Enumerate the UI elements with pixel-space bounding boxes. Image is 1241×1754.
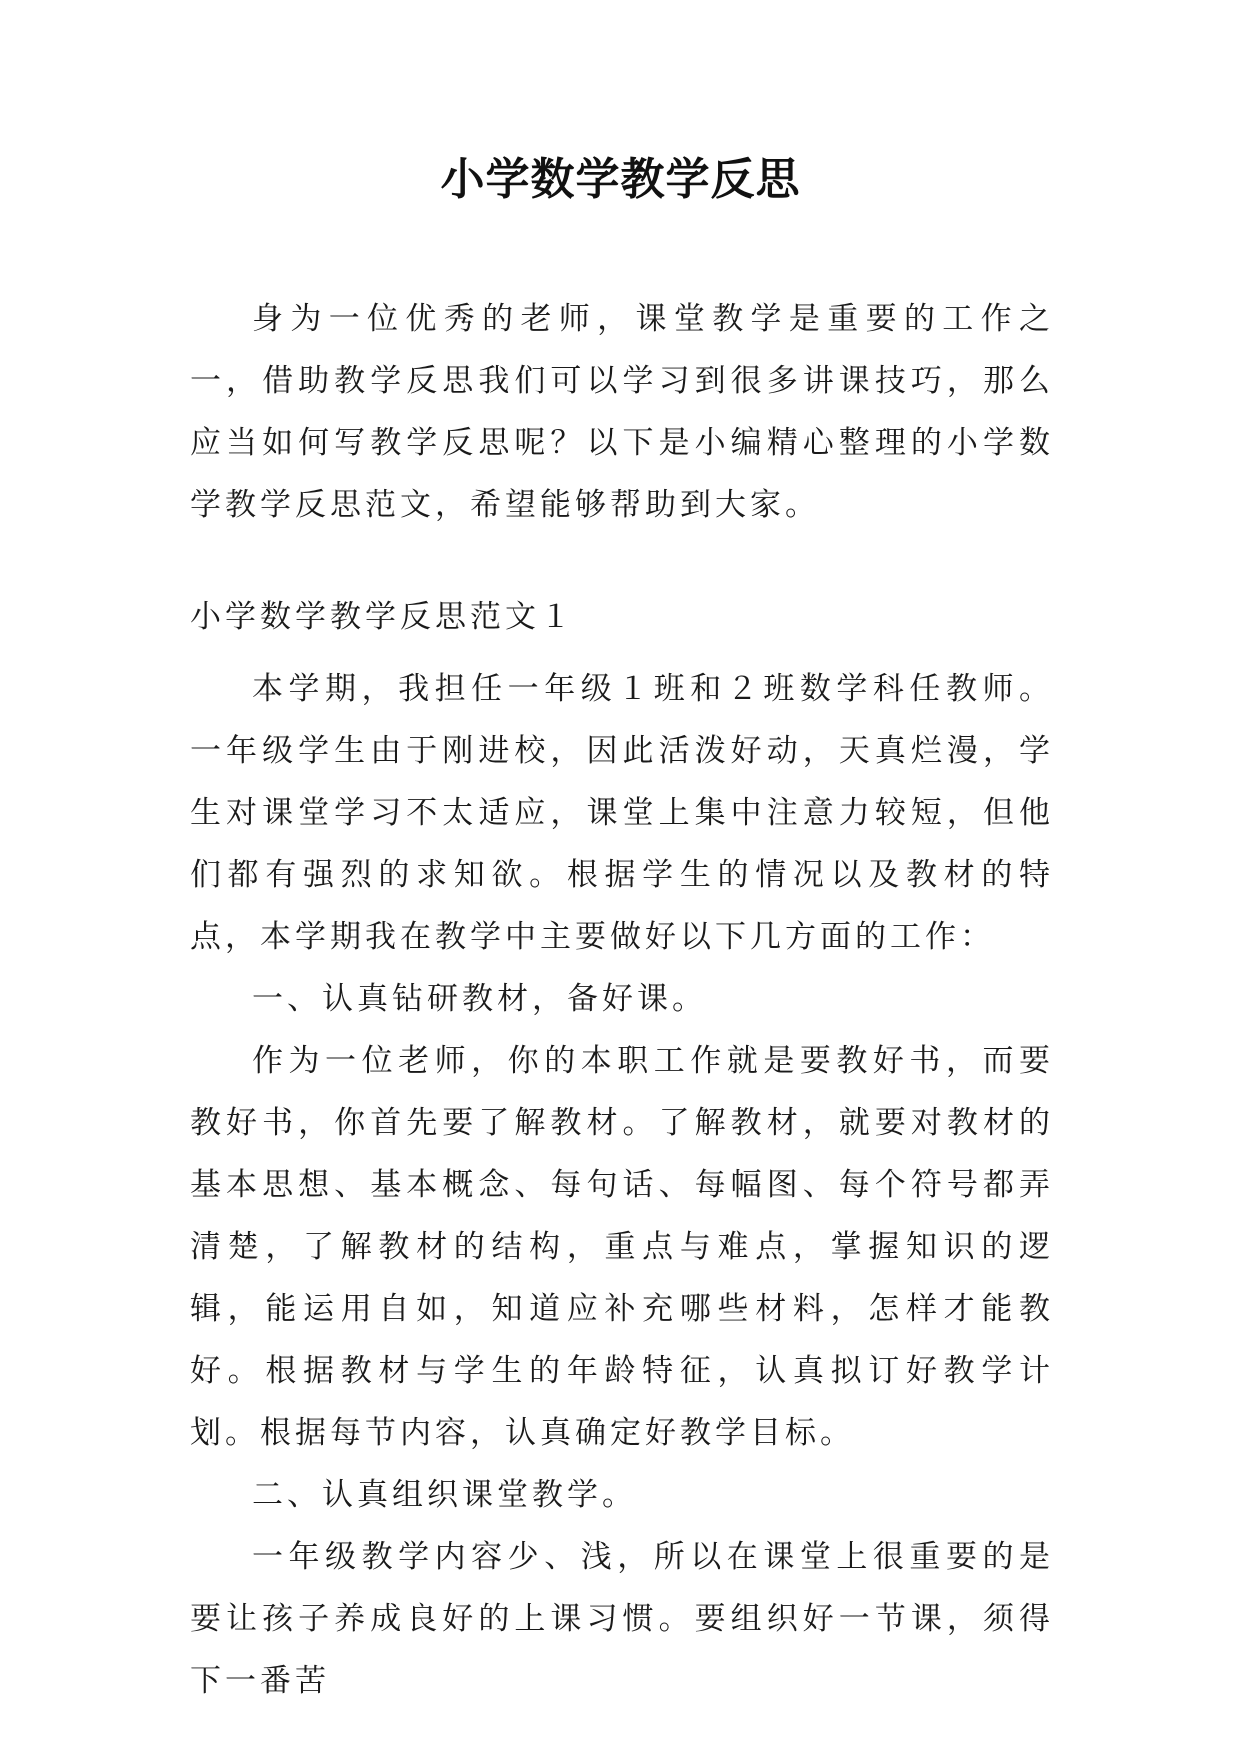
body-paragraph: 本学期，我担任一年级１班和２班数学科任教师。一年级学生由于刚进校，因此活泼好动，天真烂漫，学生对课堂学习不太适应，课堂上集中注意力较短，但他们都有强烈的求知欲。根据学生的情况以及教材的特点，本学期我在教学中主要做好以下几方面的工作： <box>190 671 1054 955</box>
intro-paragraph: 身为一位优秀的老师，课堂教学是重要的工作之一，借助教学反思我们可以学习到很多讲课技巧，那么应当如何写教学反思呢？以下是小编精心整理的小学数学教学反思范文，希望能够帮助到大家。 <box>190 301 1054 523</box>
subheading-two: 二、认真组织课堂教学。 <box>252 1477 637 1513</box>
document-body <box>190 288 1054 1712</box>
document-title: 小学数学教学反思 <box>440 154 801 205</box>
subheading-one: 一、认真钻研教材，备好课。 <box>252 981 707 1017</box>
body-paragraph: 一年级教学内容少、浅，所以在课堂上很重要的是要让孩子养成良好的上课习惯。要组织好一节课，须得下一番苦 <box>190 1539 1054 1699</box>
section-heading: 小学数学教学反思范文１ <box>190 599 575 635</box>
body-paragraph: 作为一位老师，你的本职工作就是要教好书，而要教好书，你首先要了解教材。了解教材，就要对教材的基本思想、基本概念、每句话、每幅图、每个符号都弄清楚，了解教材的结构，重点与难点，掌握知识的逻辑，能运用自如，知道应补充哪些材料，怎样才能教好。根据教材与学生的年龄特征，认真拟订好教学计划。根据每节内容，认真确定好教学目标。 <box>190 1043 1054 1451</box>
